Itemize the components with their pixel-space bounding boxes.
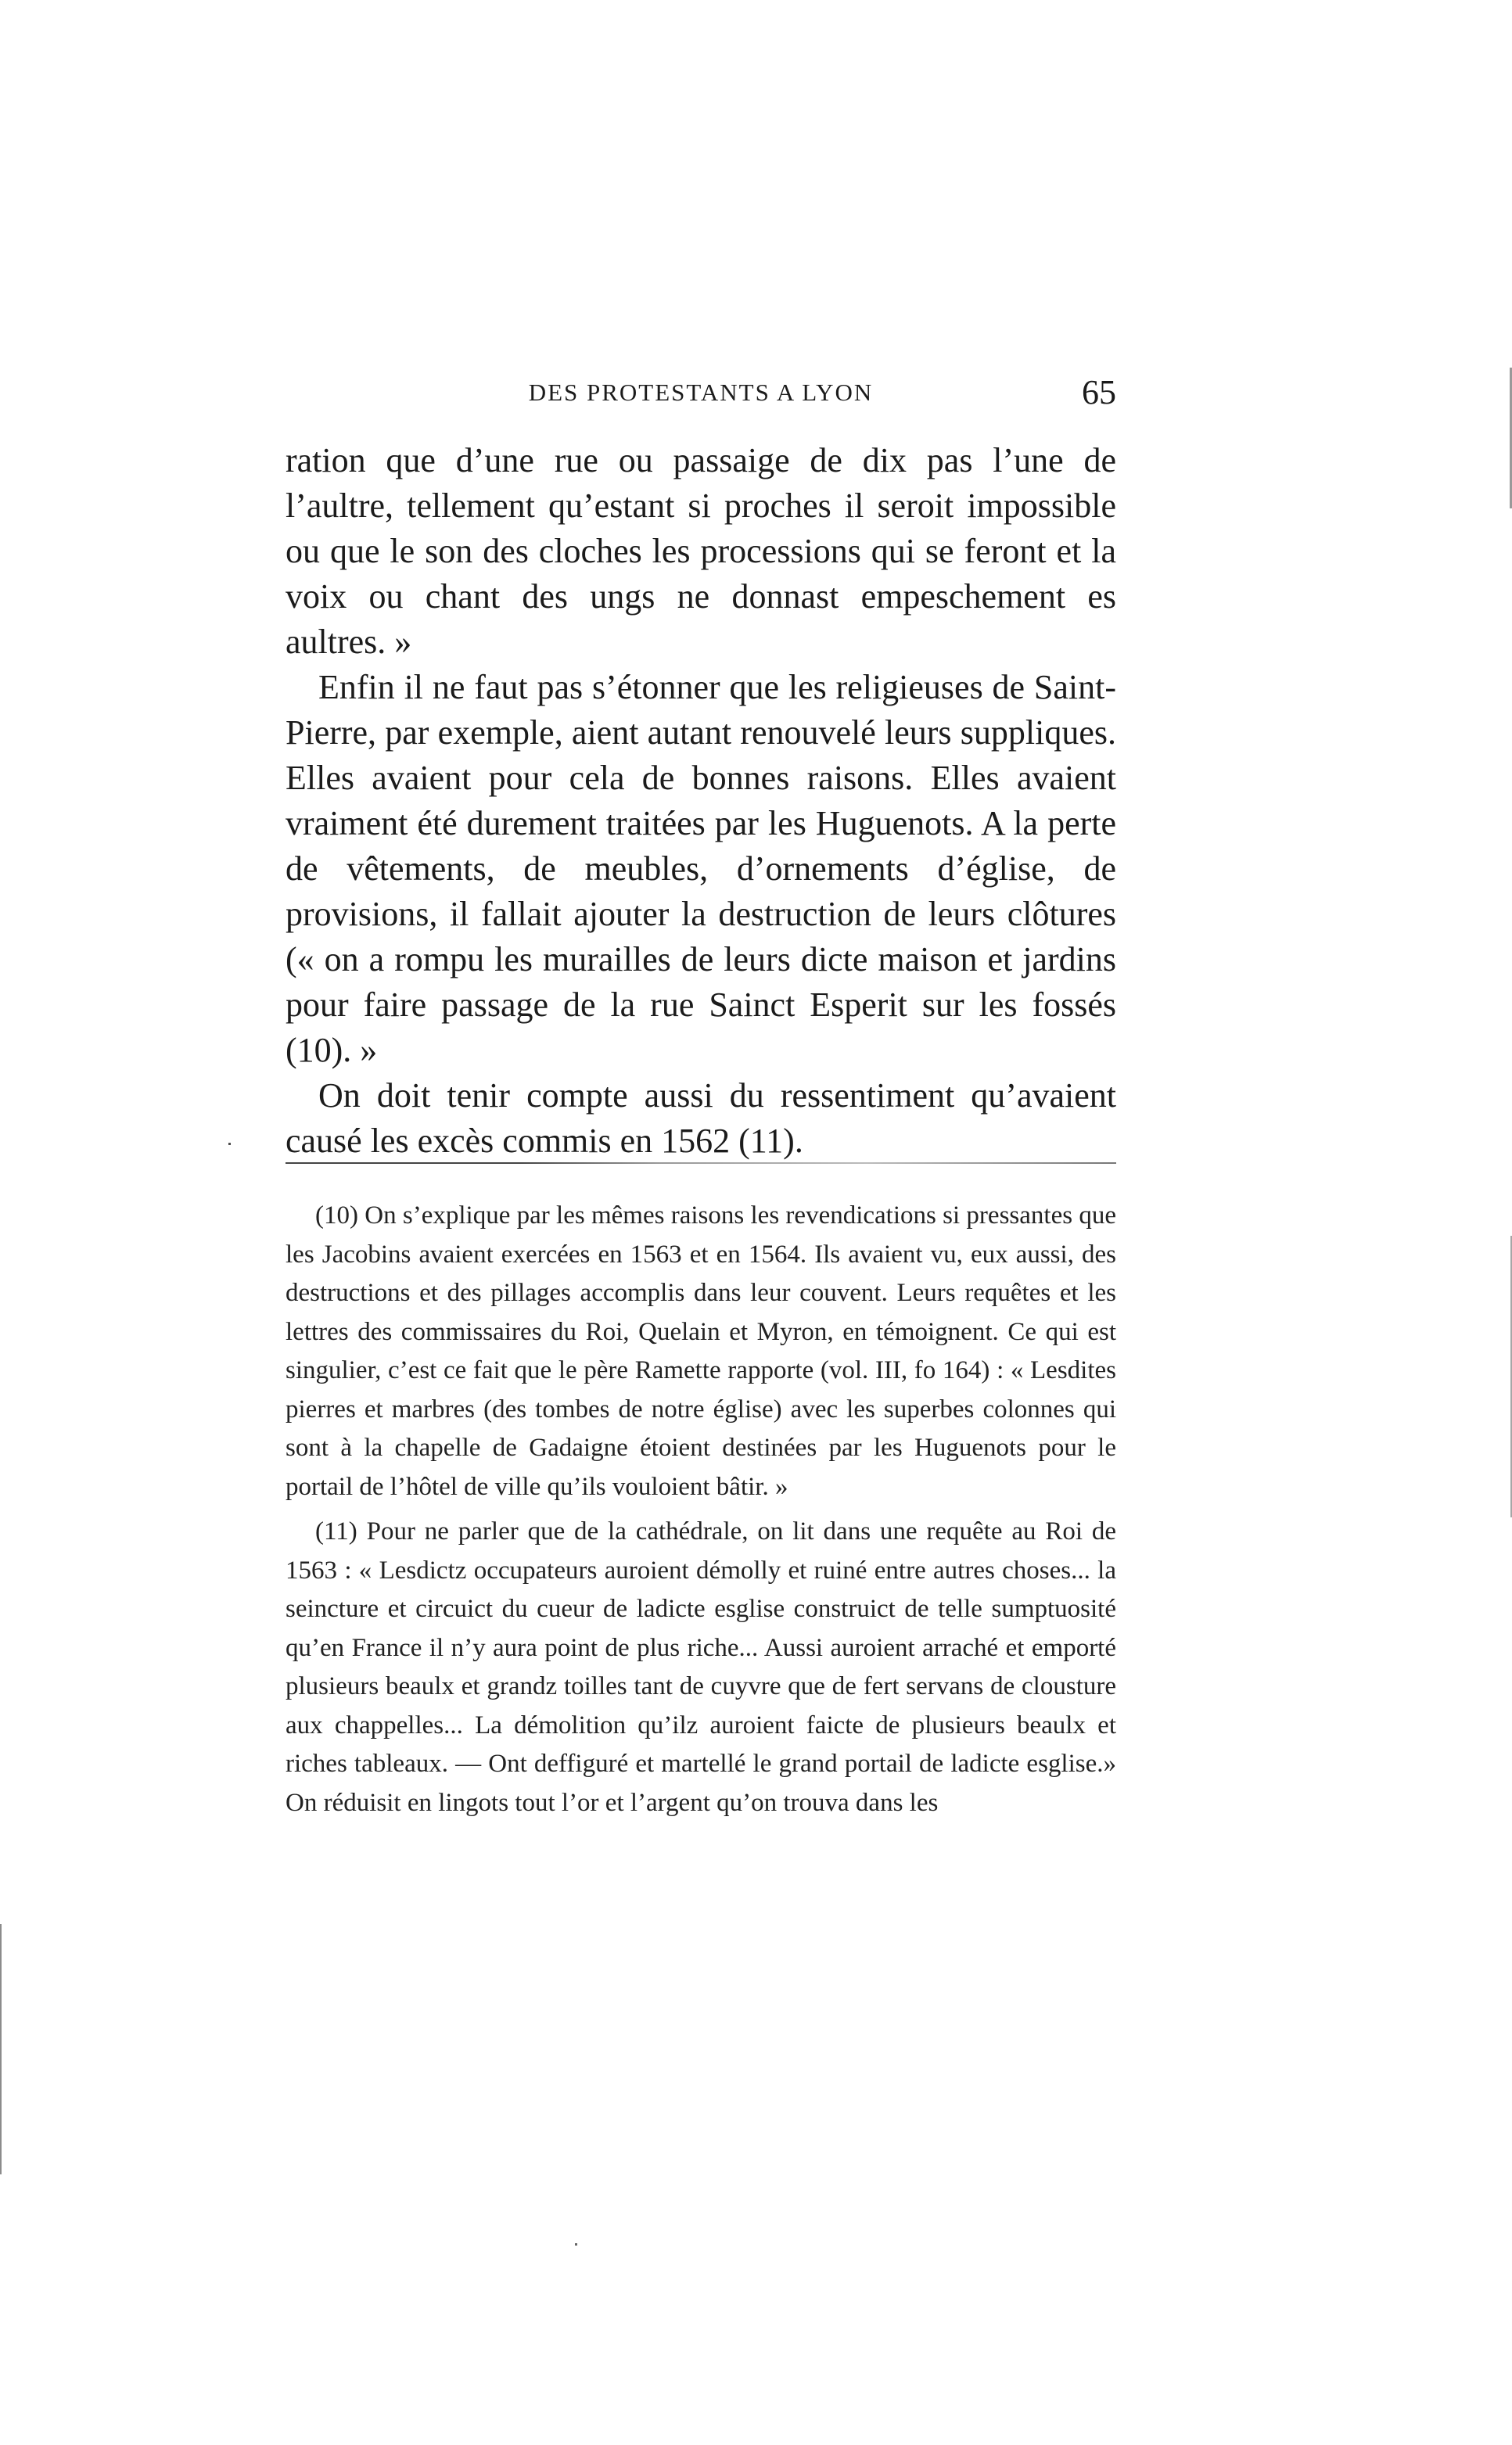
footnote-separator-rule <box>286 1162 1116 1164</box>
footnote: (10) On s’explique par les mêmes raisons les revendications si pressantes que les Jacobins avaient exercées en 1563 et en 1564. Ils avaient vu, eux aussi, des destructions et des pillages accomplis dans leur couvent. Leurs requêtes et les lettres des commissaires du Roi, Quelain et Myron, en témoignent. Ce qui est singulier, c’est ce fait que le père Ramette rapporte (vol. III, fo 164) : « Lesdites pierres et marbres (des tombes de notre église) avec les superbes colonnes qui sont à la chapelle de Gadaigne étoient destinées par les Huguenots pour le portail de l’hôtel de ville qu’ils vouloient bâtir. » <box>286 1201 1116 1501</box>
scan-edge-mark <box>0 1924 2 2174</box>
body-paragraph: On doit tenir compte aussi du ressentiment qu’avaient causé les excès commis en 1562 (11). <box>286 1076 1116 1160</box>
running-head <box>286 372 1116 419</box>
running-title: DES PROTESTANTS A LYON <box>528 379 874 406</box>
footnotes <box>286 1197 1116 1829</box>
footnote: (11) Pour ne parler que de la cathédrale, on lit dans une requête au Roi de 1563 : « Lesdictz occupateurs auroient démolly et ruiné entre autres choses... la seincture et circuict du cueur de ladicte esglise construict de telle sumptuosité qu’en France il n’y aura point de plus riche... Aussi auroient arraché et emporté plusieurs beaulx et grandz toilles tant de cuyvre que de fert servans de clousture aux chappelles... La démolition qu’ilz auroient faicte de plusieurs beaulx et riches tableaux. — Ont deffiguré et martellé le grand portail de ladicte esglise.» On réduisit en lingots tout l’or et l’argent qu’on trouva dans les <box>286 1517 1116 1817</box>
scan-speck <box>228 1143 231 1145</box>
page-number: 65 <box>1082 373 1116 411</box>
body-paragraph: ration que d’une rue ou passaige de dix pas l’une de l’aultre, tellement qu’estant si proches il seroit impossible ou que le son des cloches les processions qui se feront et la voix ou chant des ungs ne donnast empeschement es aultres. » <box>286 441 1116 661</box>
body-paragraph: Enfin il ne faut pas s’étonner que les religieuses de Saint-Pierre, par exemple, aient autant renouvelé leurs suppliques. Elles avaient pour cela de bonnes raisons. Elles avaient vraiment été durement traitées par les Huguenots. A la perte de vêtements, de meubles, d’ornements d’église, de provisions, il fallait ajouter la destruction de leurs clôtures (« on a rompu les murailles de leurs dicte maison et jardins pour faire passage de la rue Sainct Esperit sur les fossés (10). » <box>286 668 1116 1069</box>
main-text <box>286 438 1116 1164</box>
scan-speck <box>575 2243 577 2246</box>
